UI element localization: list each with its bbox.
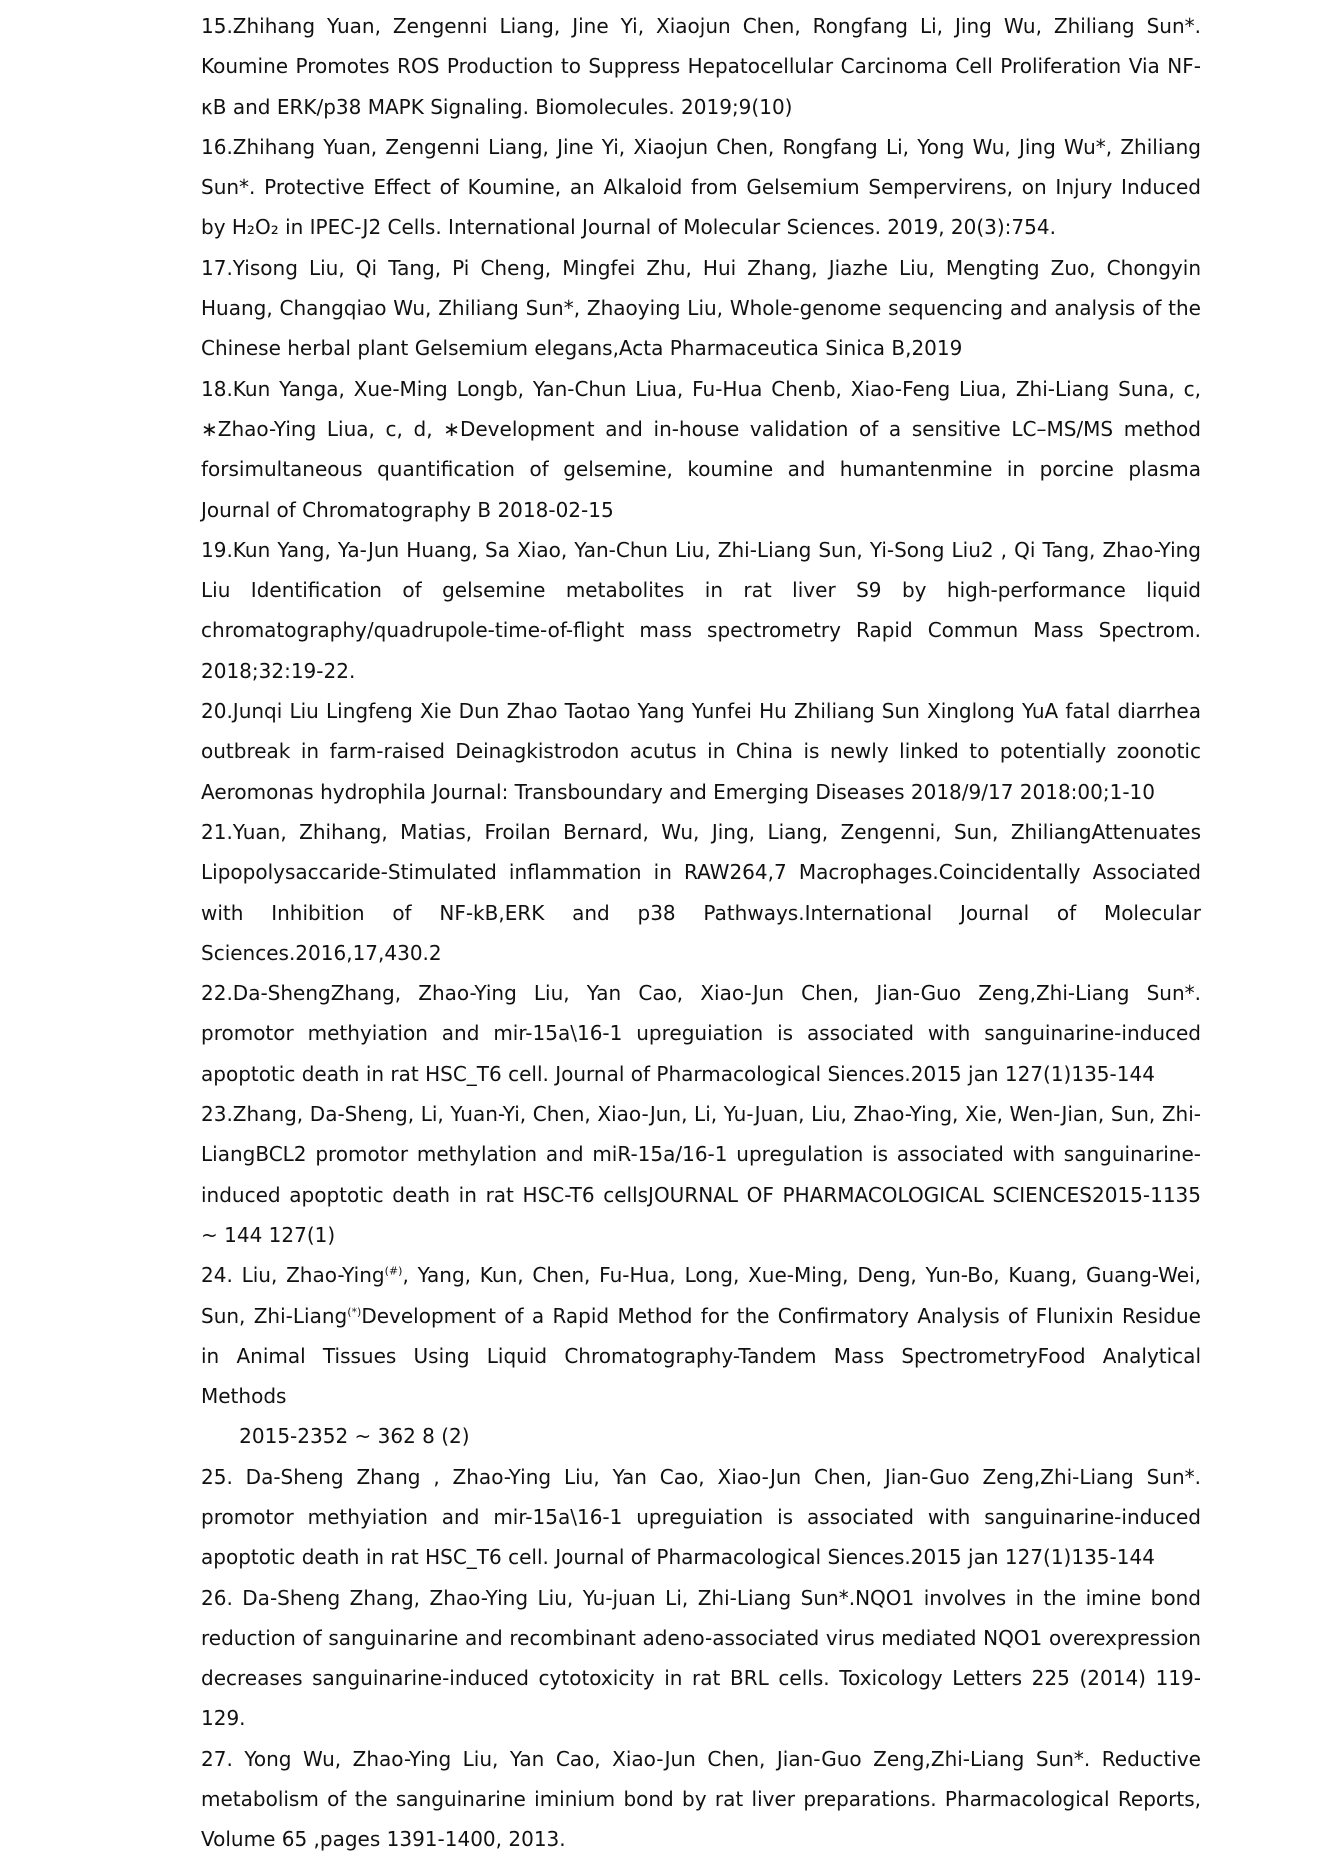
reference-item-27: 27. Yong Wu, Zhao-Ying Liu, Yan Cao, Xiao-Jun Chen, Jian-Guo Zeng,Zhi-Liang Sun*. Reductive metabolism of the sanguinarine iminium bond by rat liver preparations. Pharmacological Reports, Volume 65 ,pages 1391-1400, 2013. xyxy=(201,1746,1201,1852)
reference-24-authors: 24. Liu, Zhao-Ying xyxy=(201,1263,385,1288)
reference-item-19: 19.Kun Yang, Ya-Jun Huang, Sa Xiao, Yan-Chun Liu, Zhi-Liang Sun, Yi-Song Liu2 , Qi Tang, Zhao-Ying Liu Identification of gelsemine metabolites in rat liver S9 by high-performance liquid chromatography/quadrupole-time-of-flight mass spectrometry Rapid Commun Mass Spectrom. 2018;32:19-22. xyxy=(201,537,1201,683)
reference-item-24 xyxy=(201,1255,1201,1456)
reference-24-author-mark: (#) xyxy=(384,1264,403,1278)
reference-item-25: 25. Da-Sheng Zhang , Zhao-Ying Liu, Yan Cao, Xiao-Jun Chen, Jian-Guo Zeng,Zhi-Liang Sun*. promotor methyiation and mir-15a\16-1 upreguiation is associated with sanguinarine-induced apoptotic death in rat HSC_T6 cell. Journal of Pharmacological Siences.2015 jan 127(1)135-144 xyxy=(201,1464,1201,1570)
reference-24-coauthors: , Yang, Kun, Chen, Fu-Hua, Long, Xue-Ming, Deng, Yun-Bo, Kuang, Guang-Wei, Sun, Zhi-Liang xyxy=(201,1263,1201,1328)
reference-item-17: 17.Yisong Liu, Qi Tang, Pi Cheng, Mingfei Zhu, Hui Zhang, Jiazhe Liu, Mengting Zuo, Chongyin Huang, Changqiao Wu, Zhiliang Sun*, Zhaoying Liu, Whole-genome sequencing and analysis of the Chinese herbal plant Gelsemium elegans,Acta Pharmaceutica Sinica B,2019 xyxy=(201,255,1201,361)
reference-item-15: 15.Zhihang Yuan, Zengenni Liang, Jine Yi, Xiaojun Chen, Rongfang Li, Jing Wu, Zhiliang Sun*. Koumine Promotes ROS Production to Suppress Hepatocellular Carcinoma Cell Proliferation Via NF-κB and ERK/p38 MAPK Signaling. Biomolecules. 2019;9(10) xyxy=(201,14,1201,119)
reference-item-23: 23.Zhang, Da-Sheng, Li, Yuan-Yi, Chen, Xiao-Jun, Li, Yu-Juan, Liu, Zhao-Ying, Xie, Wen-Jian, Sun, Zhi-LiangBCL2 promotor methylation and miR-15a/16-1 upregulation is associated with sanguinarine-induced apoptotic death in rat HSC-T6 cellsJOURNAL OF PHARMACOLOGICAL SCIENCES2015-1135 ~ 144 127(1) xyxy=(201,1102,1201,1247)
reference-item-16: 16.Zhihang Yuan, Zengenni Liang, Jine Yi, Xiaojun Chen, Rongfang Li, Yong Wu, Jing Wu*, Zhiliang Sun*. Protective Effect of Koumine, an Alkaloid from Gelsemium Sempervirens, on Injury Induced by H₂O₂ in IPEC-J2 Cells. International Journal of Molecular Sciences. 2019, 20(3):754. xyxy=(201,134,1201,240)
reference-24-title: Development of a Rapid Method for the Confirmatory Analysis of Flunixin Residue in Animal Tissues Using Liquid Chromatography-Tandem Mass SpectrometryFood Analytical Methods xyxy=(201,1303,1201,1409)
reference-item-18: 18.Kun Yanga, Xue-Ming Longb, Yan-Chun Liua, Fu-Hua Chenb, Xiao-Feng Liua, Zhi-Liang Suna, c, ∗Zhao-Ying Liua, c, d, ∗Development and in-house validation of a sensitive LC–MS/MS method forsimultaneous quantification of gelsemine, koumine and humantenmine in porcine plasma Journal of Chromatography B 2018-02-15 xyxy=(201,376,1201,522)
reference-24-citation: 2015-2352 ~ 362 8 (2) xyxy=(239,1424,470,1449)
reference-item-20: 20.Junqi Liu Lingfeng Xie Dun Zhao Taotao Yang Yunfei Hu Zhiliang Sun Xinglong YuA fatal diarrhea outbreak in farm-raised Deinagkistrodon acutus in China is newly linked to potentially zoonotic Aeromonas hydrophila Journal: Transboundary and Emerging Diseases 2018/9/17 2018:00;1-10 xyxy=(201,699,1201,804)
reference-24-corresponding-mark: (*) xyxy=(347,1304,362,1318)
reference-item-21: 21.Yuan, Zhihang, Matias, Froilan Bernard, Wu, Jing, Liang, Zengenni, Sun, ZhiliangAttenuates Lipopolysaccaride-Stimulated inflammation in RAW264,7 Macrophages.Coincidentally Associated with Inhibition of NF-kB,ERK and p38 Pathways.International Journal of Molecular Sciences.2016,17,430.2 xyxy=(201,819,1201,965)
reference-list xyxy=(201,6,1201,1860)
reference-item-26: 26. Da-Sheng Zhang, Zhao-Ying Liu, Yu-juan Li, Zhi-Liang Sun*.NQO1 involves in the imine bond reduction of sanguinarine and recombinant adeno-associated virus mediated NQO1 overexpression decreases sanguinarine-induced cytotoxicity in rat BRL cells. Toxicology Letters 225 (2014) 119-129. xyxy=(201,1585,1201,1731)
reference-item-22: 22.Da-ShengZhang, Zhao-Ying Liu, Yan Cao, Xiao-Jun Chen, Jian-Guo Zeng,Zhi-Liang Sun*. promotor methyiation and mir-15a\16-1 upreguiation is associated with sanguinarine-induced apoptotic death in rat HSC_T6 cell. Journal of Pharmacological Siences.2015 jan 127(1)135-144 xyxy=(201,981,1201,1086)
